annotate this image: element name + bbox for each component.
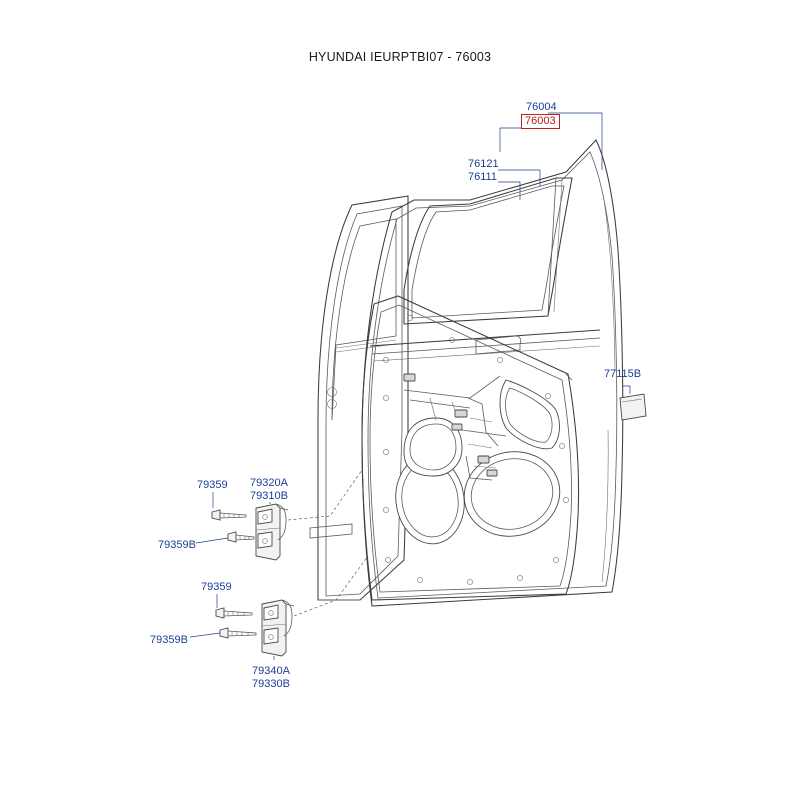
label-79359-upper: 79359 — [197, 479, 228, 491]
label-79320A: 79320A — [250, 477, 288, 489]
label-79340A: 79340A — [252, 665, 290, 677]
part-79340A-lower-hinge — [262, 600, 294, 656]
label-79359B-lower: 79359B — [150, 634, 188, 646]
front-door-outer-panel — [362, 140, 623, 606]
part-79320A-upper-hinge — [256, 504, 288, 560]
part-77115B-plate — [620, 394, 646, 420]
label-79310B: 79310B — [250, 490, 288, 502]
label-76111: 76111 — [468, 171, 497, 183]
part-79359-upper-bolt — [212, 510, 246, 520]
part-79359-lower-bolt — [216, 608, 252, 618]
page-title: HYUNDAI IEURPTBI07 - 76003 — [308, 50, 492, 64]
part-79359B-lower-bolt — [220, 628, 256, 638]
label-79359B-upper: 79359B — [158, 539, 196, 551]
leader-lines — [190, 113, 630, 660]
part-79359B-upper-bolt — [228, 532, 254, 542]
label-77115B: 77115B — [604, 368, 642, 380]
rear-door-outline — [310, 196, 408, 600]
label-79330B: 79330B — [252, 678, 290, 690]
label-76003-highlighted: 76003 — [521, 114, 560, 129]
label-76004: 76004 — [526, 101, 557, 113]
label-79359-lower: 79359 — [201, 581, 232, 593]
label-76121: 76121 — [468, 158, 499, 170]
